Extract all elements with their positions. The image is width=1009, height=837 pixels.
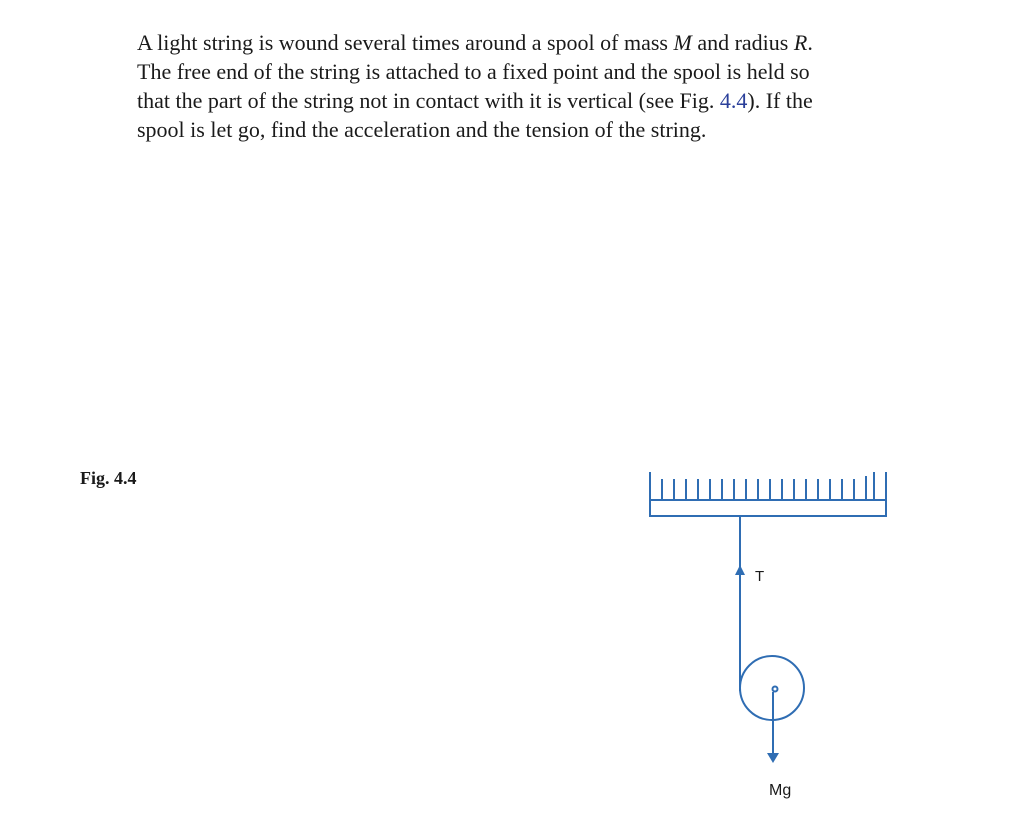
problem-statement	[137, 28, 897, 144]
problem-line-3: that the part of the string not in contact with it is vertical (see Fig. 4.4). If the	[137, 88, 813, 113]
figure-reference-link[interactable]: 4.4	[719, 88, 748, 113]
ceiling-hatching	[650, 472, 886, 500]
weight-arrow-head	[767, 753, 779, 763]
spool-diagram-svg	[640, 462, 900, 812]
fixed-ceiling	[650, 500, 886, 516]
problem-line-2: The free end of the string is attached to a fixed point and the spool is held so	[137, 59, 810, 84]
weight-label: Mg	[769, 782, 792, 799]
problem-line-4: spool is let go, find the acceleration and the tension of the string.	[137, 117, 707, 142]
figure-label: Fig. 4.4	[80, 468, 137, 488]
spool-diagram	[640, 462, 900, 812]
spool-center	[773, 687, 778, 692]
tension-arrow-head	[735, 565, 745, 575]
tension-label: T	[755, 568, 765, 585]
problem-line-1: A light string is wound several times around a spool of mass M and radius R.	[137, 30, 813, 55]
